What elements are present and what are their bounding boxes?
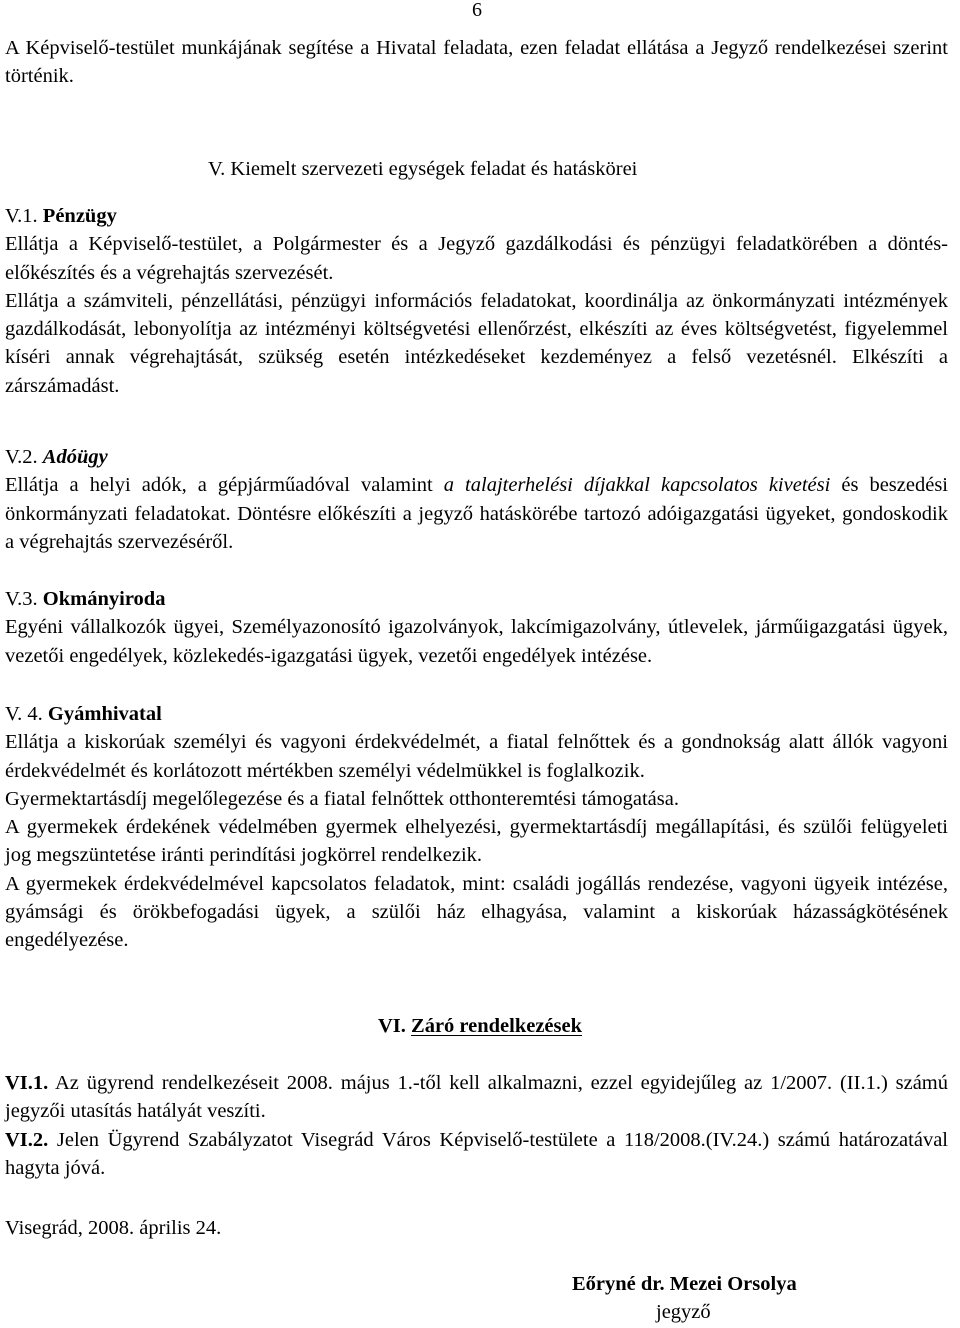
section-title: Pénzügy	[42, 205, 117, 227]
section-heading	[5, 700, 948, 728]
provision-text: Az ügyrend rendelkezéseit 2008. május 1.-től kell alkalmazni, ezzel egyidejűleg az 1/2007. (II.1.) számú jegyzői utasítás hatályát veszíti.	[5, 1072, 948, 1123]
section-number: V.2.	[5, 446, 38, 468]
chapter-title: Záró rendelkezések	[411, 1015, 583, 1037]
section-paragraph: A gyermekek érdekének védelmében gyermek elhelyezési, gyermektartásdíj megállapítási, és szülői felügyeleti jog megszüntetése iránti perindítási jogkörrel rendelkezik.	[5, 816, 948, 867]
section-paragraph: Gyermektartásdíj megelőlegezése és a fiatal felnőttek otthonteremtési támogatása.	[5, 787, 679, 810]
signatory-title: jegyző	[656, 1301, 711, 1324]
section-paragraph: Ellátja a Képviselő-testület, a Polgármester és a Jegyző gazdálkodási és pénzügyi feladatkörében a döntés-előkészítés és a végrehajtás szervezését.	[5, 233, 948, 284]
italic-text-run: a talajterhelési díjakkal kapcsolatos kivetési	[443, 474, 831, 497]
section-number: V.3.	[5, 588, 38, 610]
provision-item	[5, 1126, 948, 1183]
section-number: V.1.	[5, 205, 38, 227]
signatory-name: Eőryné dr. Mezei Orsolya	[572, 1273, 797, 1295]
section-title: Gyámhivatal	[47, 703, 162, 725]
section-paragraph	[5, 471, 948, 556]
chapter-5-heading: V. Kiemelt szervezeti egységek feladat és hatáskörei	[208, 158, 638, 180]
section-okmanyiroda	[5, 585, 948, 670]
section-paragraph: Egyéni vállalkozók ügyei, Személyazonosító igazolványok, lakcímigazolvány, útlevelek, járműigazgatási ügyek, vezetői engedélyek, közlekedés-igazgatási ügyek, vezetői engedélyek intézése.	[5, 616, 948, 667]
section-paragraph: Ellátja a számviteli, pénzellátási, pénzügyi információs feladatokat, koordinálja az önkormányzati intézmények gazdálkodását, lebonyolítja az intézményi költségvetési ellenőrzést, elkészíti az éves költségvetést, figyelemmel kíséri annak végrehajtását, szükség esetén intézkedéseket kezdeményez a felső vezetésnél. Elkészíti a zárszámadást.	[5, 289, 948, 397]
section-heading	[5, 202, 948, 230]
provision-number: VI.2.	[5, 1128, 49, 1151]
chapter-6-heading	[0, 1012, 960, 1040]
section-adougy	[5, 443, 948, 556]
section-heading	[5, 585, 948, 613]
section-heading	[5, 443, 948, 471]
page-number: 6	[472, 0, 482, 21]
closing-provisions	[5, 1069, 948, 1182]
section-title: Adóügy	[42, 446, 108, 468]
text-run: és beszedési önkormányzati feladatokat. Döntésre előkészíti a jegyző hatáskörébe tartozó adóigazgatási ügyeket, gondoskodik a végrehajtás szervezéséről.	[5, 474, 949, 553]
intro-paragraph: A Képviselő-testület munkájának segítése a Hivatal feladata, ezen feladat ellátása a Jegyző rendelkezései szerint történik.	[5, 37, 948, 88]
section-title: Okmányiroda	[42, 588, 166, 610]
text-run: Ellátja a helyi adók, a gépjárműadóval valamint	[5, 474, 444, 497]
provision-number: VI.1.	[5, 1072, 49, 1094]
section-gyamhivatal	[5, 700, 948, 955]
section-number: V. 4.	[5, 703, 43, 725]
section-penzugy	[5, 202, 948, 400]
signature-block	[572, 1270, 872, 1327]
chapter-number: VI.	[377, 1015, 406, 1037]
section-paragraph: Ellátja a kiskorúak személyi és vagyoni érdekvédelmét, a fiatal felnőttek és a gondnokság alatt állók vagyoni érdekvédelmét és korlátozott mértékben személyi védelmükkel is foglalkozik.	[5, 731, 948, 782]
provision-item	[5, 1069, 948, 1126]
provision-text: Jelen Ügyrend Szabályzatot Visegrád Város Képviselő-testülete a 118/2008.(IV.24.) számú határozatával hagyta jóvá.	[5, 1128, 948, 1179]
section-paragraph: A gyermekek érdekvédelmével kapcsolatos feladatok, mint: családi jogállás rendezése, vagyoni ügyeik intézése, gyámsági és örökbefogadási ügyek, a szülői ház elhagyása, valamint a kiskorúak házasságkötésének engedélyezése.	[5, 872, 948, 952]
place-and-date: Visegrád, 2008. április 24.	[5, 1217, 222, 1239]
